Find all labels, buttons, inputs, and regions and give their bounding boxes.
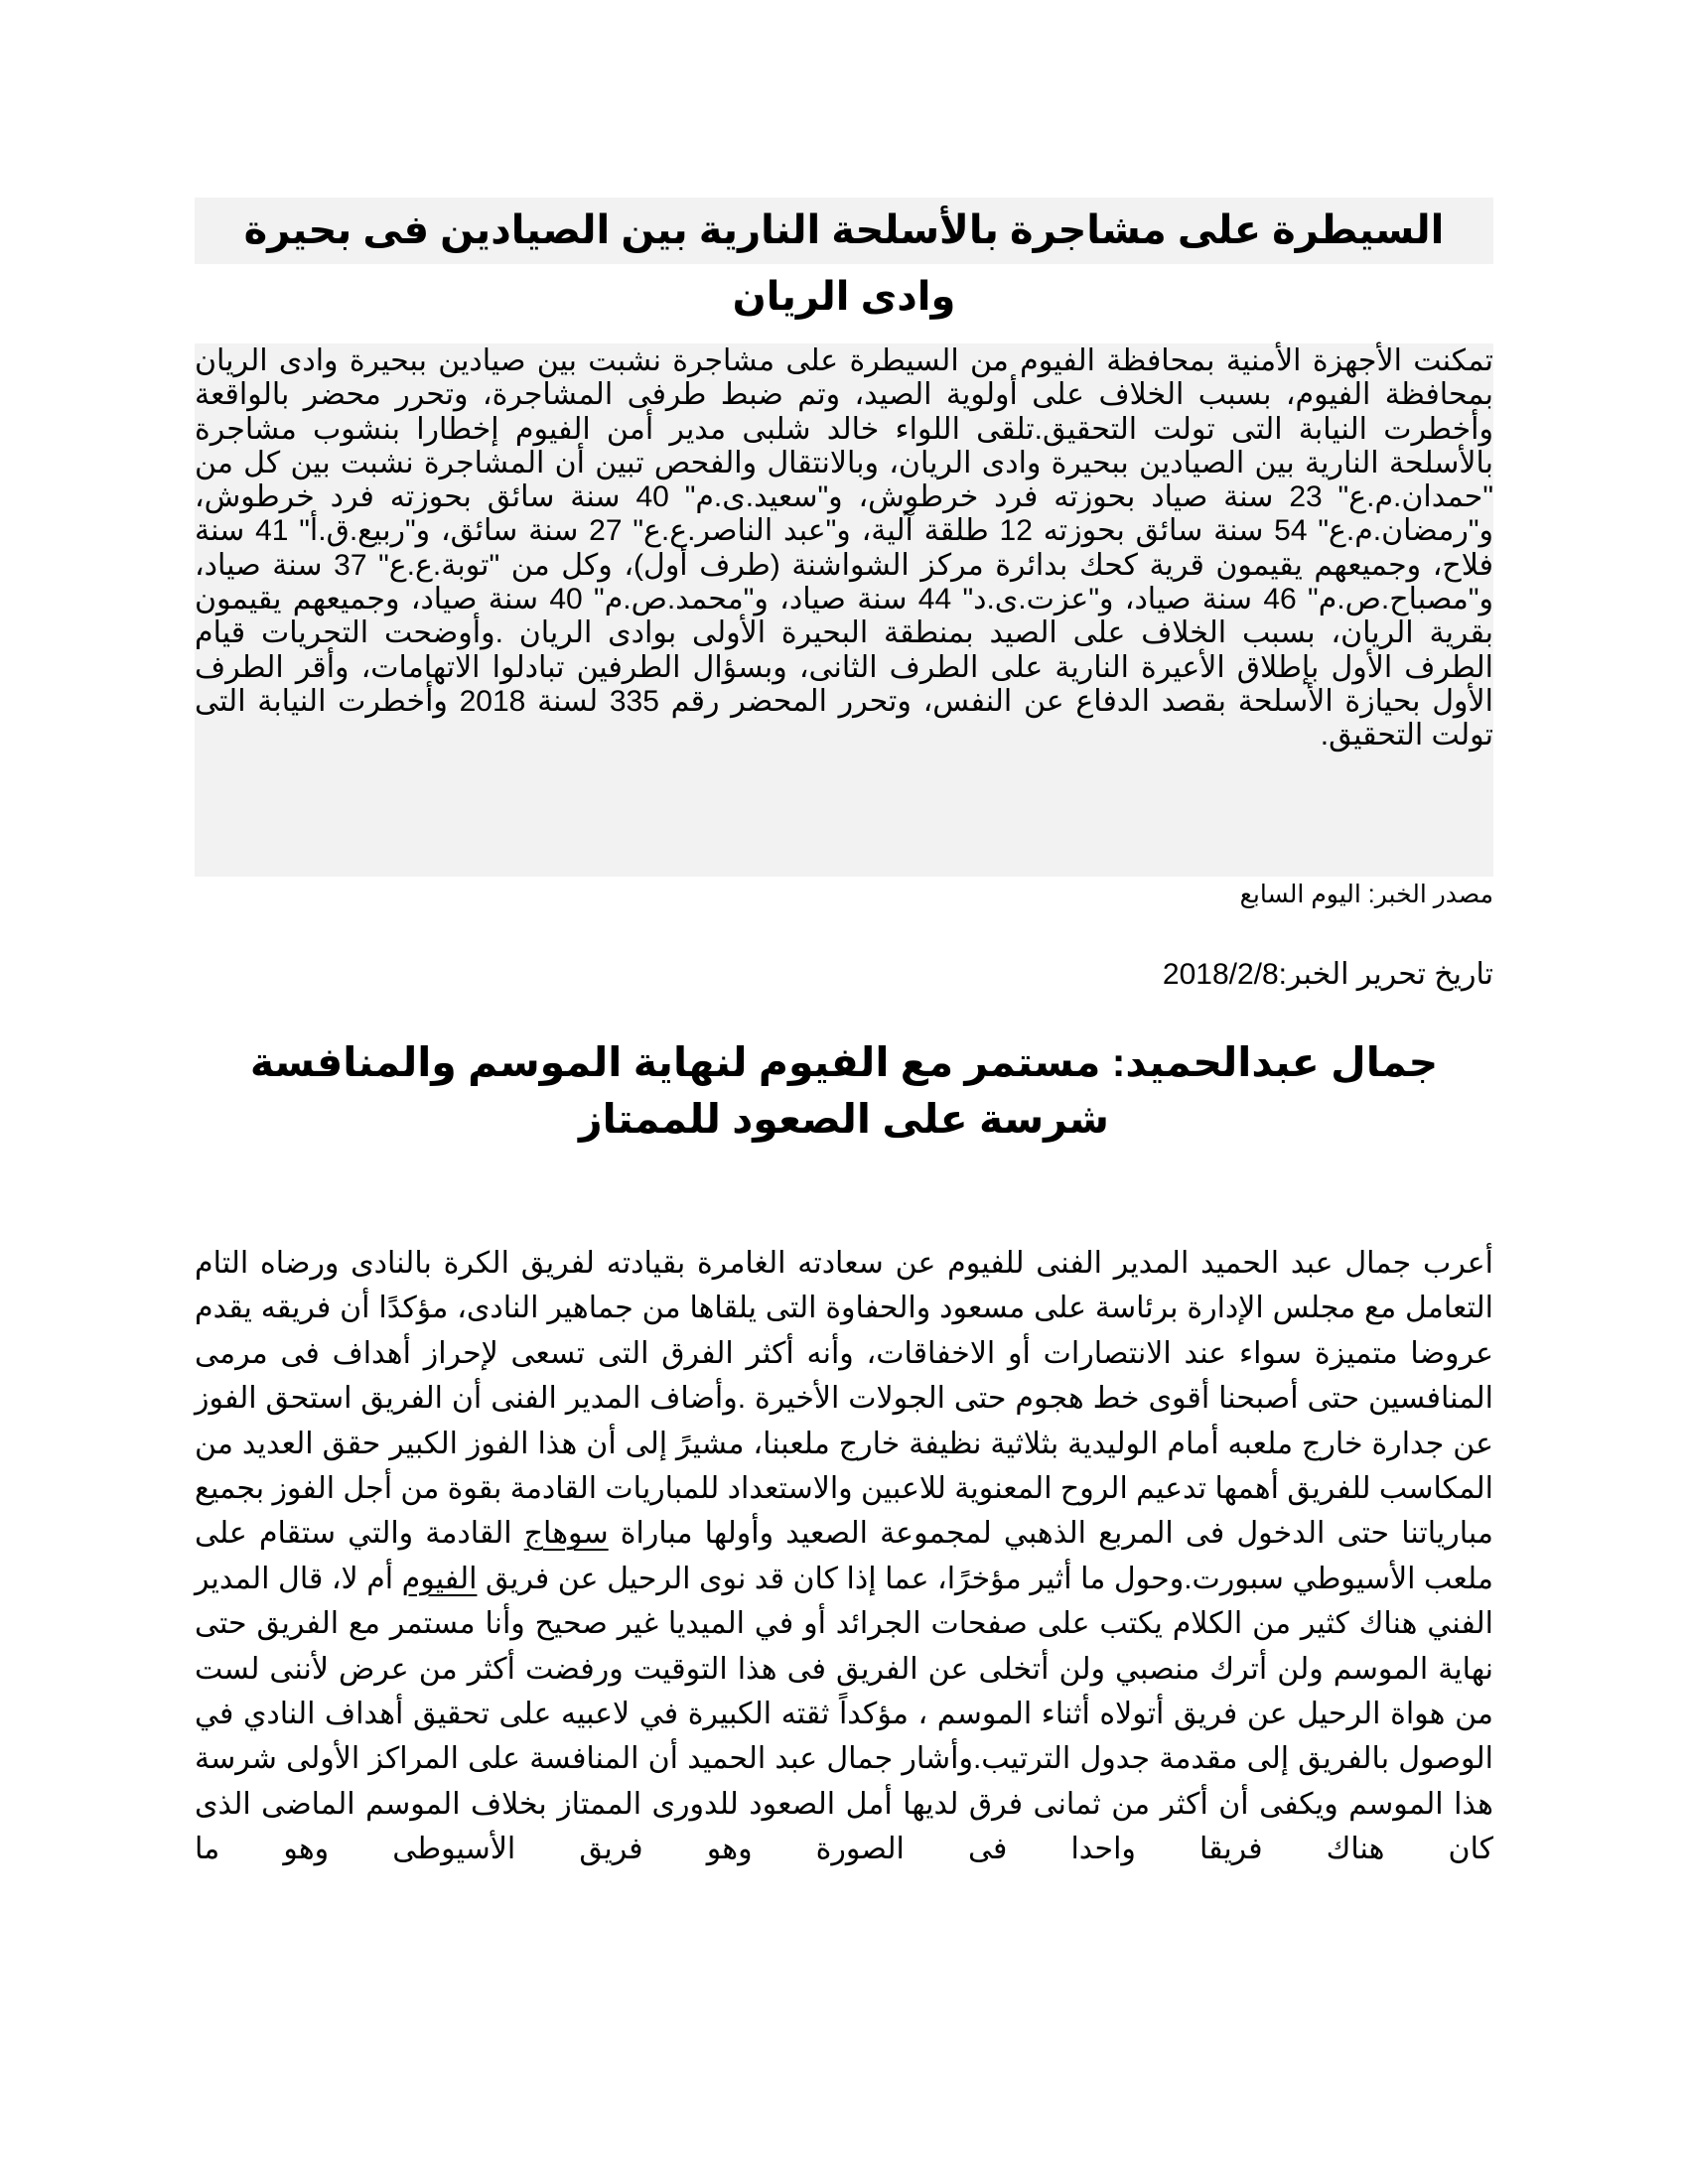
link-sohag[interactable]: سوهاج [523,1517,609,1551]
date-value: 2018/2/8 [1162,958,1279,991]
article-2-body-part-2: القادمة والتي ستقام على ملعب الأسيوطي سبورت.وحول ما أثير مؤخرًا، عما إذا كان قد نوى الرحيل عن فريق [195,1517,1493,1595]
article-1-title-band [195,198,1493,319]
date-separator: : [1278,958,1288,991]
source-separator: : [1360,881,1375,908]
article-1-body: تمكنت الأجهزة الأمنية بمحافظة الفيوم من السيطرة على مشاجرة نشبت بين صيادين ببحيرة وادى الريان بمحافظة الفيوم، بسبب الخلاف على أولوية الصيد، وتم ضبط طرفى المشاجرة، وتحرر محضر بالواقعة وأخطرت النيابة التى تولت التحقيق.تلقى اللواء خالد شلبى مدير أمن الفيوم إخطارا بنشوب مشاجرة بالأسلحة النارية بين الصيادين ببحيرة وادى الريان، وبالانتقال والفحص تبين أن المشاجرة نشبت بين كل من "حمدان.م.ع" 23 سنة صياد بحوزته فرد خرطوش، و"سعيد.ى.م" 40 سنة سائق بحوزته فرد خرطوش، و"رمضان.م.ع" 54 سنة سائق بحوزته 12 طلقة آلية، و"عبد الناصر.ع.ع" 27 سنة سائق، و"ربيع.ق.أ" 41 سنة فلاح، وجميعهم يقيمون قرية كحك بدائرة مركز الشواشنة (طرف أول)، وكل من "توبة.ع.ع" 37 سنة صياد، و"مصباح.ص.م" 46 سنة صياد، و"عزت.ى.د" 44 سنة صياد، و"محمد.ص.م" 40 سنة صياد، وجميعهم يقيمون بقرية الريان، بسبب الخلاف على الصيد بمنطقة البحيرة الأولى بوادى الريان .وأوضحت التحريات قيام الطرف الأول بإطلاق الأعيرة النارية على الطرف الثانى، وبسؤال الطرفين تبادلوا الاتهامات، وأقر الطرف الأول بحيازة الأسلحة بقصد الدفاع عن النفس، وتحرر المحضر رقم 335 لسنة 2018 وأخطرت النيابة التى تولت التحقيق. [195,344,1494,752]
date-label: تاريخ تحرير الخبر [1287,958,1493,991]
article-2-body-box [195,1241,1493,1872]
article-2-title: جمال عبدالحميد: مستمر مع الفيوم لنهاية الموسم والمنافسة شرسة على الصعود للممتاز [249,1039,1439,1142]
article-2-body-part-3: أم لا، قال المدير الفني هناك كثير من الكلام يكتب على صفحات الجرائد أو في الميديا غير صحيح وأنا مستمر مع الفريق حتى نهاية الموسم ولن أترك منصبي ولن أتخلى عن الفريق فى هذا التوقيت ورفضت أكثر من عرض لأننى لست من هواة الرحيل عن فريق أتولاه أثناء الموسم ، مؤكداً ثقته الكبيرة في لاعبيه على تحقيق أهداف النادي في الوصول بالفريق إلى مقدمة جدول الترتيب.وأشار جمال عبد الحميد أن المنافسة على المراكز الأولى شرسة هذا الموسم ويكفى أن أكثر من ثمانى فرق لديها أمل الصعود للدورى الممتاز بخلاف الموسم الماضى الذى كان هناك فريقا واحدا فى الصورة وهو فريق الأسيوطى وهو ما [195,1562,1493,1866]
article-1-source [1240,878,1493,911]
source-value: اليوم السابع [1239,881,1361,908]
article-2-body-part-1: أعرب جمال عبد الحميد المدير الفنى للفيوم عن سعادته الغامرة بقيادته لفريق الكرة بالنادى ورضاه التام التعامل مع مجلس الإدارة برئاسة على مسعود والحفاوة التى يلقاها من جماهير النادى، مؤكدًا أن فريقه يقدم عروضا متميزة سواء عند الانتصارات أو الاخفاقات، وأنه أكثر الفرق التى تسعى لإحراز أهداف فى مرمى المنافسين حتى أصبحنا أقوى خط هجوم حتى الجولات الأخيرة .وأضاف المدير الفنى أن الفريق استحق الفوز عن جدارة خارج ملعبه أمام الوليدية بثلاثية نظيفة خارج ملعبنا، مشيرً إلى أن هذا الفوز الكبير حقق العديد من المكاسب للفريق أهمها تدعيم الروح المعنوية للاعبين والاستعداد للمباريات القادمة بقوة من أجل الفوز بجميع مبارياتنا حتى الدخول فى المربع الذهبي لمجموعة الصعيد وأولها مباراة [195,1247,1493,1551]
article-2-body [195,1241,1493,1872]
source-label: مصدر الخبر [1374,881,1493,908]
article-1-date [1163,955,1493,995]
link-fayoum[interactable]: الفيوم [401,1562,478,1595]
article-1-body-box [195,343,1493,877]
article-1-title: السيطرة على مشاجرة بالأسلحة النارية بين الصيادين فى بحيرة وادى الريان [243,208,1445,319]
